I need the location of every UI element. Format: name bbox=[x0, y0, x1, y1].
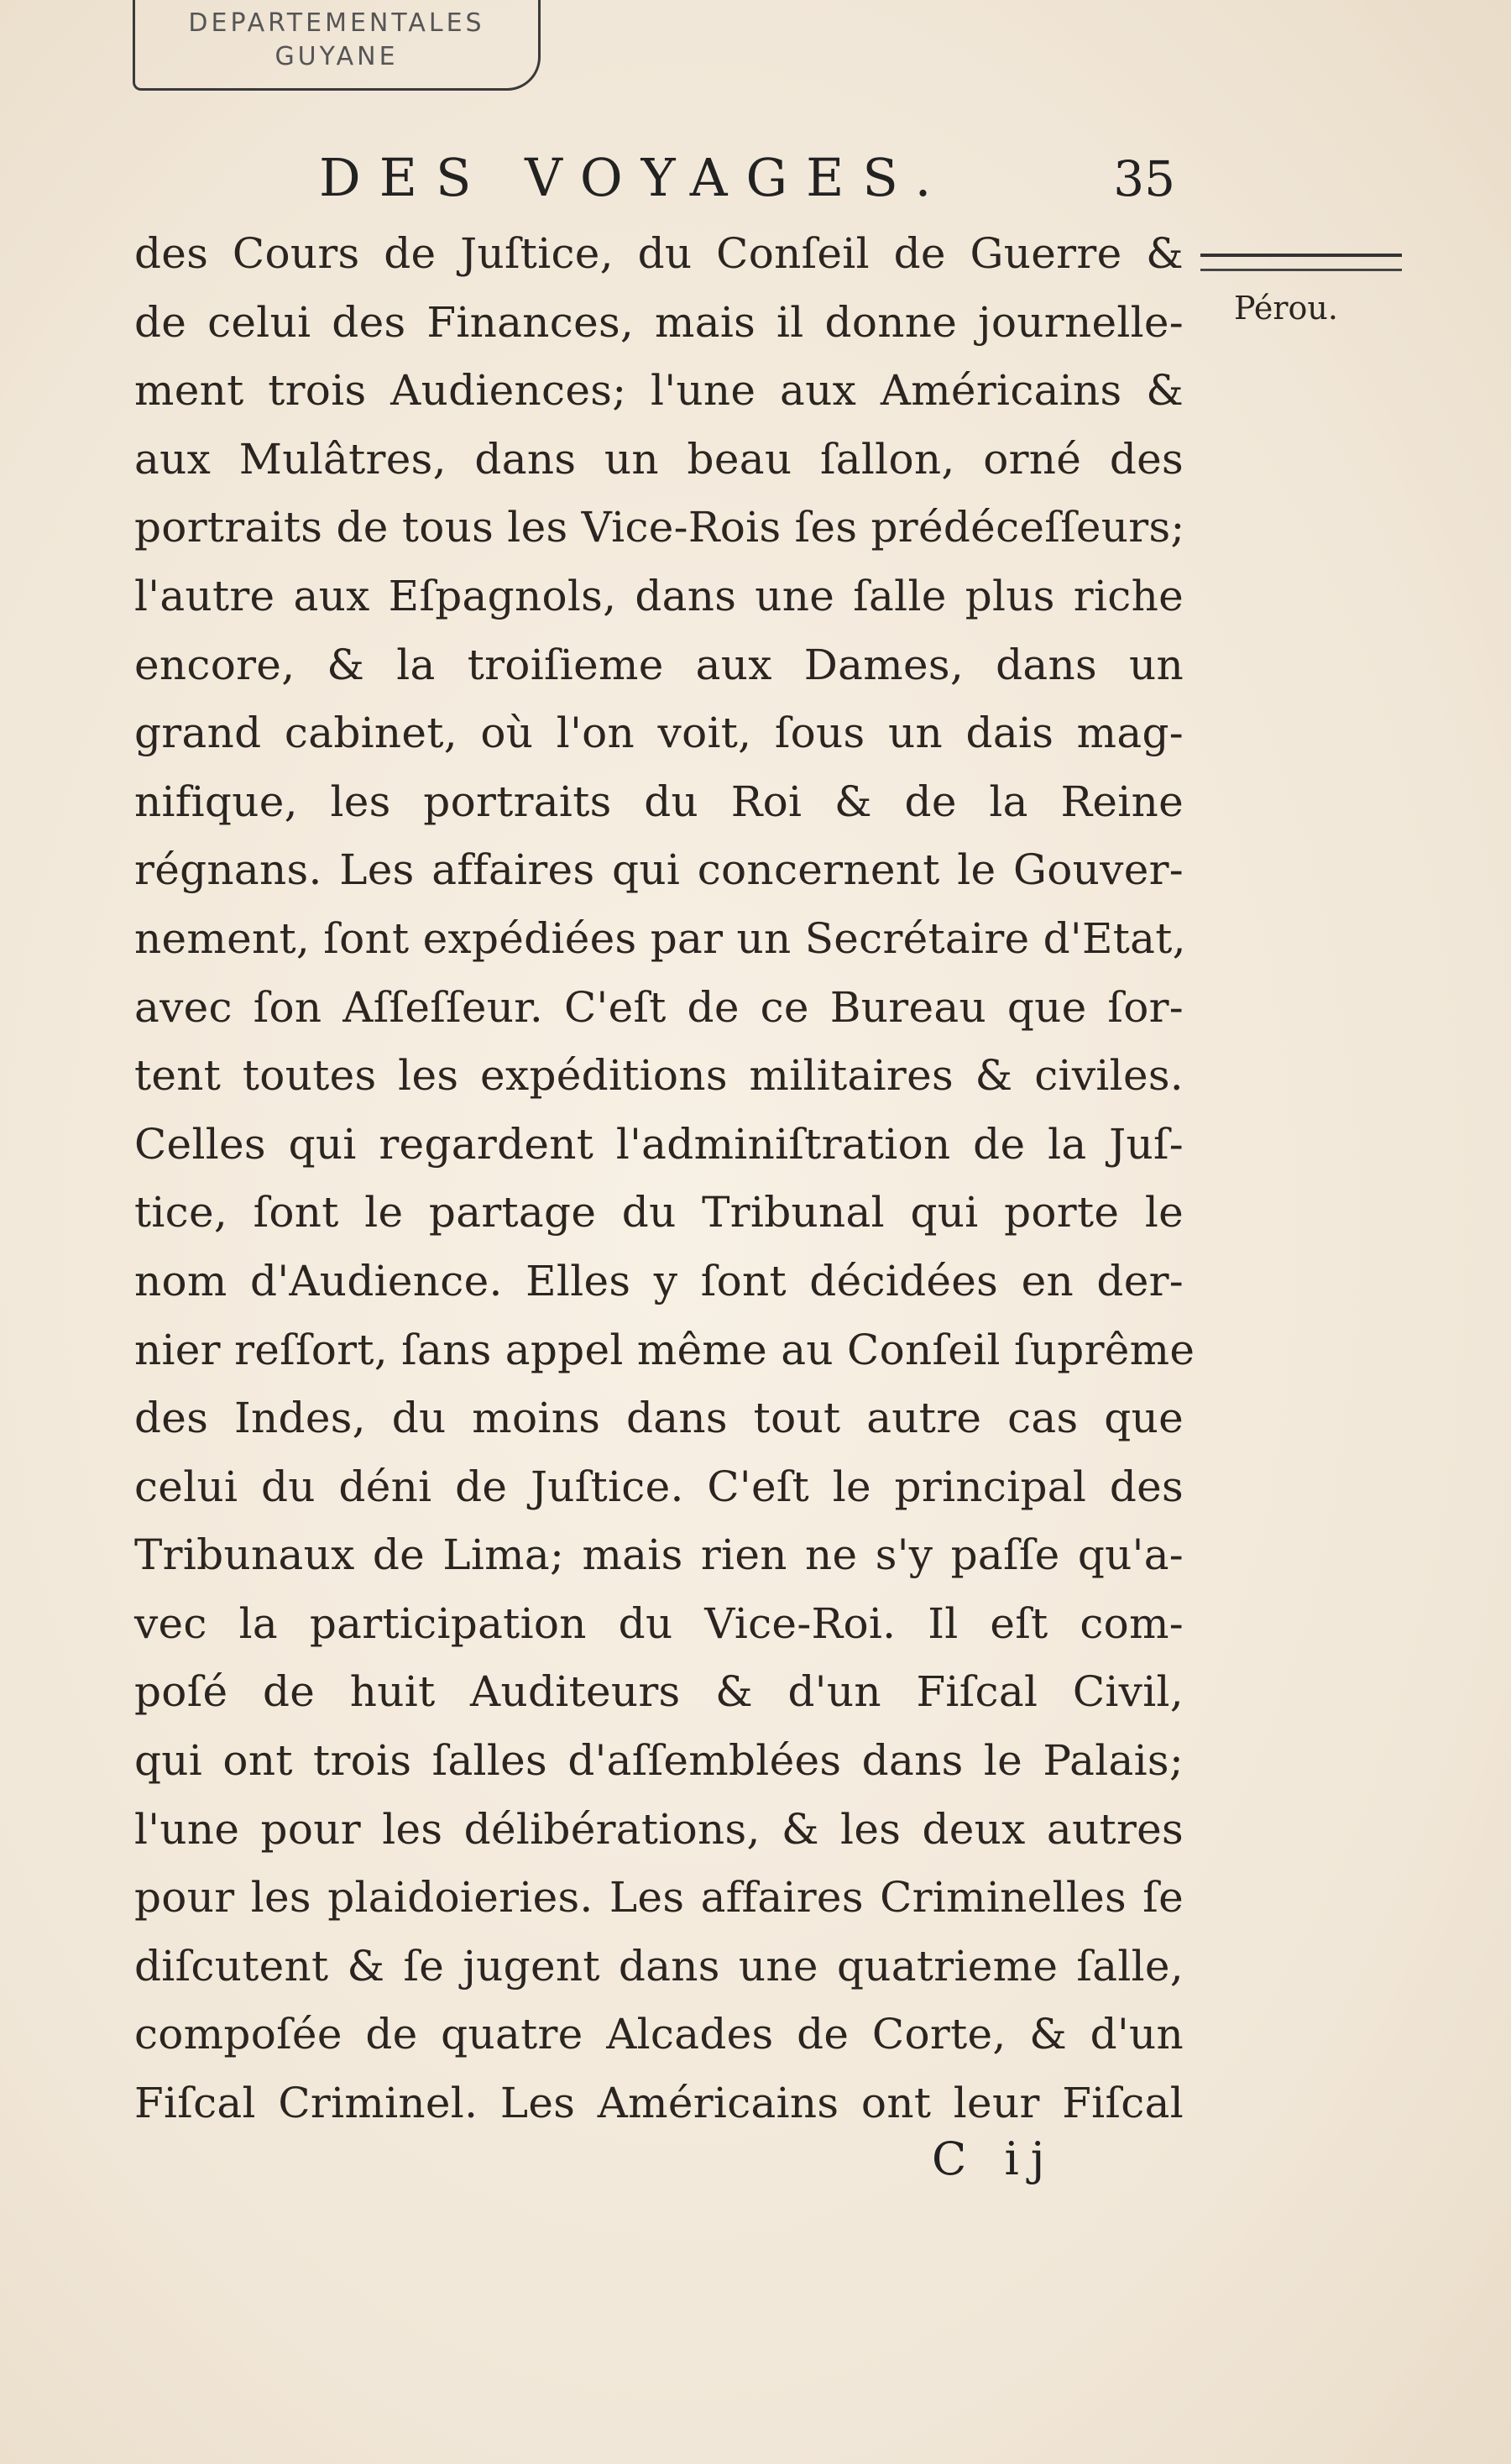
text-line: avec ſon Aſſeſſeur. C'eſt de ce Bureau que ſor- bbox=[134, 982, 1184, 1032]
text-line: l'autre aux Eſpagnols, dans une ſalle plus riche bbox=[134, 571, 1184, 620]
page-number: 35 bbox=[1113, 150, 1175, 207]
margin-note: Pérou. bbox=[1234, 290, 1338, 327]
text-line: des Cours de Juſtice, du Conſeil de Guerre & bbox=[134, 229, 1184, 278]
body-text bbox=[134, 220, 1195, 2138]
text-line: pour les plaidoieries. Les affaires Criminelles ſe bbox=[134, 1873, 1184, 1923]
stamp-line-2: GUYANE bbox=[274, 42, 399, 71]
text-line: Celles qui regardent l'adminiſtration de la Juſ- bbox=[134, 1119, 1184, 1169]
text-line: diſcutent & ſe jugent dans une quatrieme ſalle, bbox=[134, 1941, 1184, 1991]
text-line: Fiſcal Criminel. Les Américains ont leur Fiſcal bbox=[134, 2079, 1184, 2128]
text-line: nement, ſont expédiées par un Secrétaire d'Etat, bbox=[134, 913, 1186, 963]
text-line: celui du déni de Juſtice. C'eſt le principal des bbox=[134, 1462, 1184, 1511]
archive-stamp bbox=[133, 0, 541, 91]
text-line: régnans. Les affaires qui concernent le Gouver- bbox=[134, 845, 1184, 895]
text-line: compoſée de quatre Alcades de Corte, & d'un bbox=[134, 2010, 1184, 2059]
text-line: tice, ſont le partage du Tribunal qui porte le bbox=[134, 1188, 1184, 1237]
signature-mark: C ij bbox=[932, 2132, 1057, 2185]
text-line: ment trois Audiences; l'une aux Américains & bbox=[134, 366, 1184, 416]
text-line: des Indes, du moins dans tout autre cas que bbox=[134, 1394, 1184, 1443]
page-header bbox=[319, 147, 1175, 214]
text-line: poſé de huit Auditeurs & d'un Fiſcal Civil, bbox=[134, 1667, 1184, 1717]
text-line: de celui des Finances, mais il donne journelle- bbox=[134, 297, 1184, 347]
stamp-line-1: DEPARTEMENTALES bbox=[188, 8, 485, 38]
text-line: nier reſſort, ſans appel même au Conſeil ſuprême bbox=[134, 1325, 1195, 1374]
running-title: DES VOYAGES. bbox=[319, 147, 950, 208]
text-line: nifique, les portraits du Roi & de la Reine bbox=[134, 777, 1184, 826]
text-line: tent toutes les expéditions militaires & civiles. bbox=[134, 1051, 1184, 1101]
text-line: l'une pour les délibérations, & les deux autres bbox=[134, 1804, 1184, 1854]
text-line: vec la participation du Vice-Roi. Il eſt com- bbox=[134, 1598, 1184, 1648]
margin-rule bbox=[1200, 254, 1402, 271]
text-line: portraits de tous les Vice-Rois ſes prédéceſſeurs; bbox=[134, 503, 1185, 552]
text-line: Tribunaux de Lima; mais rien ne s'y paſſe qu'a- bbox=[134, 1530, 1184, 1580]
text-line: nom d'Audience. Elles y ſont décidées en der- bbox=[134, 1256, 1184, 1305]
text-line: aux Mulâtres, dans un beau ſallon, orné des bbox=[134, 434, 1184, 484]
text-line: encore, & la troiſieme aux Dames, dans un bbox=[134, 640, 1184, 689]
text-line: grand cabinet, où l'on voit, ſous un dais mag- bbox=[134, 709, 1184, 758]
text-line: qui ont trois ſalles d'aſſemblées dans le Palais; bbox=[134, 1736, 1184, 1786]
